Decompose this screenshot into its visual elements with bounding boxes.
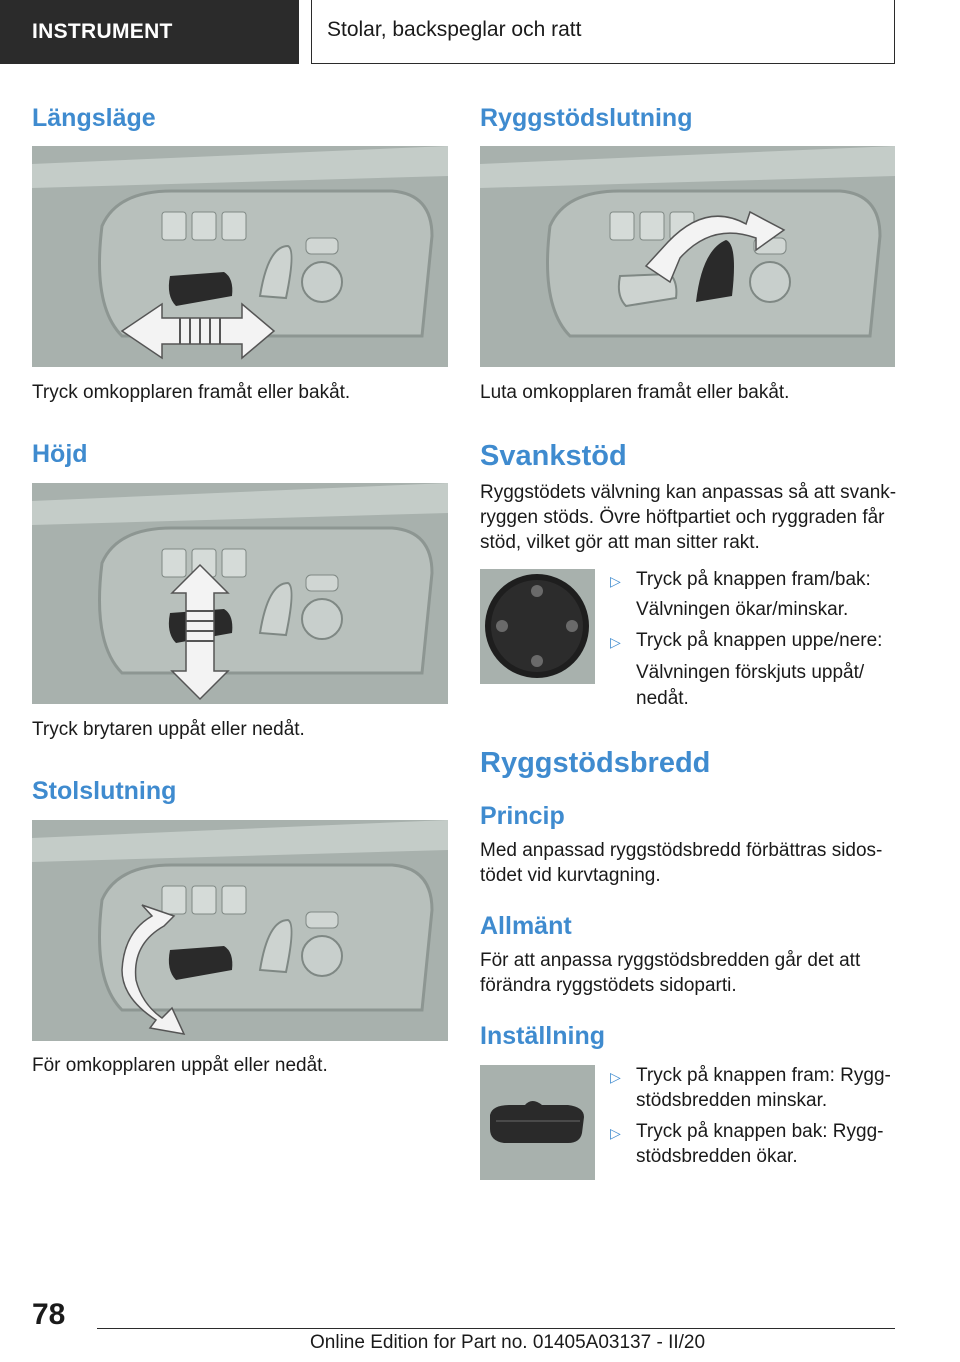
heading-stolslutning: Stolslutning bbox=[32, 777, 177, 805]
heading-princip: Princip bbox=[480, 802, 565, 830]
figure-seat-panel-backrest-tilt bbox=[480, 146, 895, 367]
bullet-installning-1-line-1: Tryck på knappen fram: Rygg‐ bbox=[636, 1065, 891, 1086]
body-svankstod-line-1: Ryggstödets välvning kan anpassas så att svank‐ bbox=[480, 482, 897, 503]
bullet-installning-1-line-2: stödsbredden minskar. bbox=[636, 1090, 828, 1111]
bullet-installning-2-line-1: Tryck på knappen bak: Rygg‐ bbox=[636, 1121, 884, 1142]
heading-hojd: Höjd bbox=[32, 440, 88, 468]
triangle-right-icon: ▷ bbox=[610, 1125, 621, 1141]
footer-edition: Online Edition for Part no. 01405A03137 - II/20 bbox=[310, 1332, 706, 1353]
body-svankstod-line-2: ryggen stöds. Övre höftpartiet och ryggraden får bbox=[480, 507, 885, 528]
triangle-right-icon: ▷ bbox=[610, 573, 621, 589]
bullet-svankstod-2-result-2: nedåt. bbox=[636, 688, 689, 709]
bullet-svankstod-1: Tryck på knappen fram/bak: bbox=[636, 569, 871, 590]
bullet-svankstod-1-result: Välvningen ökar/minskar. bbox=[636, 599, 849, 620]
heading-langslage: Längsläge bbox=[32, 104, 156, 132]
heading-allmant: Allmänt bbox=[480, 912, 572, 940]
figure-backrest-width-button bbox=[480, 1065, 595, 1180]
figure-seat-panel-height bbox=[32, 483, 448, 704]
caption-ryggstodslutning: Luta omkopplaren framåt eller bakåt. bbox=[480, 382, 790, 403]
header-section-tab: INSTRUMENT bbox=[0, 0, 299, 64]
triangle-right-icon: ▷ bbox=[610, 1069, 621, 1085]
figure-lumbar-knob bbox=[480, 569, 595, 684]
bullet-svankstod-2: Tryck på knappen uppe/nere: bbox=[636, 630, 883, 651]
bullet-svankstod-2-result-1: Välvningen förskjuts uppåt/ bbox=[636, 662, 865, 683]
body-princip-line-1: Med anpassad ryggstödsbredd förbättras sidos‐ bbox=[480, 840, 883, 861]
footer-divider bbox=[97, 1328, 895, 1329]
header-chapter-title: Stolar, backspeglar och ratt bbox=[311, 0, 895, 64]
caption-hojd: Tryck brytaren uppåt eller nedåt. bbox=[32, 719, 305, 740]
triangle-right-icon: ▷ bbox=[610, 634, 621, 650]
figure-seat-panel-tilt bbox=[32, 820, 448, 1041]
caption-stolslutning: För omkopplaren uppåt eller nedåt. bbox=[32, 1055, 328, 1076]
figure-seat-panel-longitudinal bbox=[32, 146, 448, 367]
body-allmant-line-1: För att anpassa ryggstödsbredden går det att bbox=[480, 950, 861, 971]
body-princip-line-2: tödet vid kurvtagning. bbox=[480, 865, 661, 886]
page-number: 78 bbox=[32, 1298, 66, 1331]
heading-ryggstodslutning: Ryggstödslutning bbox=[480, 104, 693, 132]
body-svankstod-line-3: stöd, vilket gör att man sitter rakt. bbox=[480, 532, 760, 553]
caption-langslage: Tryck omkopplaren framåt eller bakåt. bbox=[32, 382, 351, 403]
body-allmant-line-2: förändra ryggstödets sidoparti. bbox=[480, 975, 737, 996]
heading-svankstod: Svankstöd bbox=[480, 440, 627, 472]
heading-installning: Inställning bbox=[480, 1022, 605, 1050]
bullet-installning-2-line-2: stödsbredden ökar. bbox=[636, 1146, 798, 1167]
heading-ryggstodsbredd: Ryggstödsbredd bbox=[480, 747, 711, 779]
